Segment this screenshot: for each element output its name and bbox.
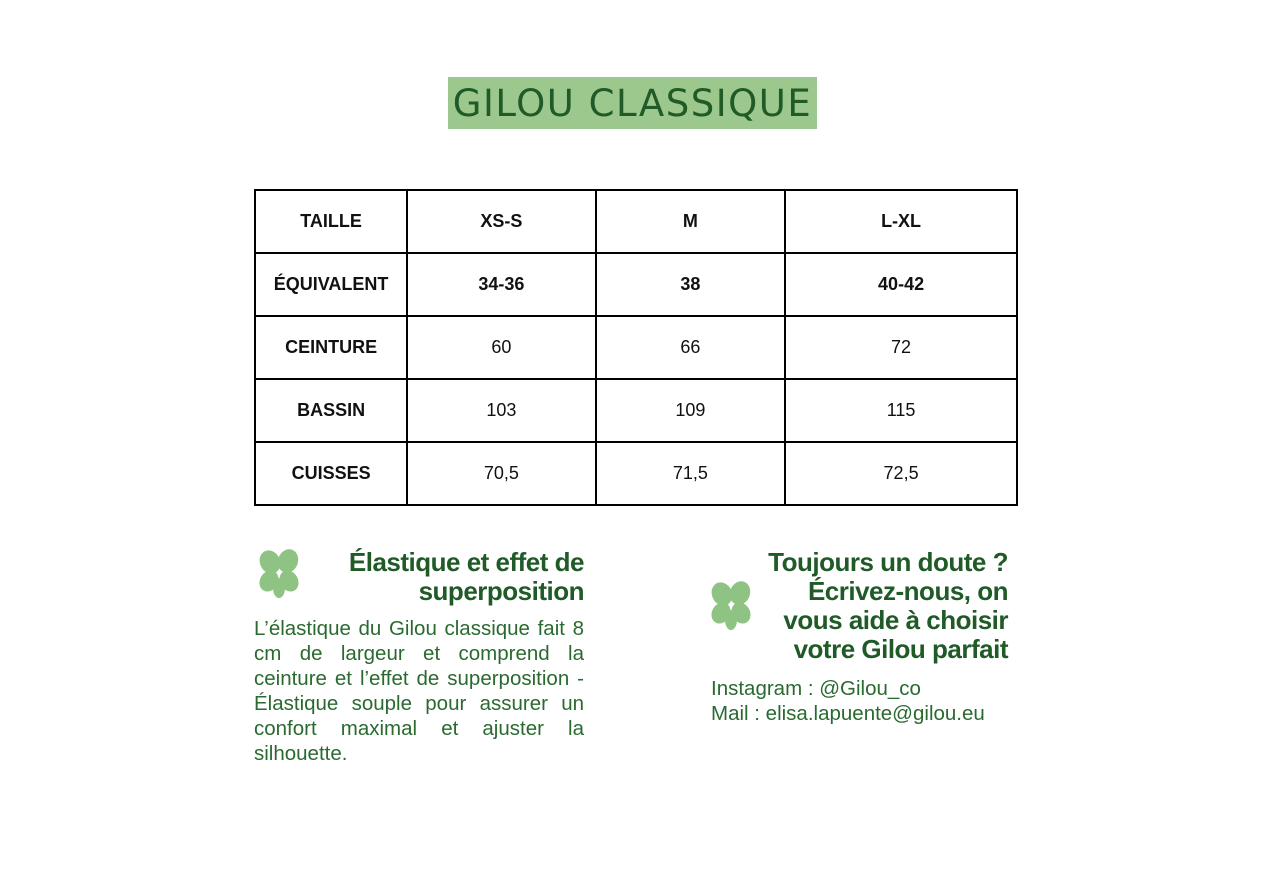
table-cell: 72 — [785, 316, 1017, 379]
table-cell: 72,5 — [785, 442, 1017, 505]
heading-line: Élastique et effet de — [348, 547, 584, 577]
table-cell: XS-S — [407, 190, 595, 253]
row-label: CEINTURE — [255, 316, 407, 379]
table-row — [255, 253, 1017, 316]
table-cell: M — [596, 190, 785, 253]
contact-info — [711, 676, 985, 726]
row-label: CUISSES — [255, 442, 407, 505]
row-label: ÉQUIVALENT — [255, 253, 407, 316]
size-table — [254, 189, 1018, 506]
table-cell: 115 — [785, 379, 1017, 442]
table-cell: 109 — [596, 379, 785, 442]
table-row — [255, 379, 1017, 442]
heading-line: Toujours un doute ? — [768, 547, 1008, 577]
table-cell: 71,5 — [596, 442, 785, 505]
table-row — [255, 442, 1017, 505]
heading-line: vous aide à choisir — [783, 605, 1008, 635]
table-cell: 70,5 — [407, 442, 595, 505]
heading-line: votre Gilou parfait — [793, 634, 1008, 664]
elastic-description: L’élastique du Gilou classique fait 8 cm de largeur et comprend la ceinture et l’effet de superposition - Élastique souple pour assurer un confort maximal et ajuster la silhouette. — [254, 617, 584, 765]
table-cell: 60 — [407, 316, 595, 379]
table-cell: 34-36 — [407, 253, 595, 316]
table-row — [255, 190, 1017, 253]
clover-leaf-icon — [257, 548, 303, 600]
table-cell: 40-42 — [785, 253, 1017, 316]
contact-heading — [740, 548, 1008, 664]
table-cell: 38 — [596, 253, 785, 316]
table-row — [255, 316, 1017, 379]
instagram-handle: Instagram : @Gilou_co — [711, 677, 921, 700]
mail-address: Mail : elisa.lapuente@gilou.eu — [711, 702, 985, 725]
row-label: BASSIN — [255, 379, 407, 442]
heading-line: superposition — [418, 576, 584, 606]
table-cell: 103 — [407, 379, 595, 442]
table-cell: 66 — [596, 316, 785, 379]
heading-line: Écrivez-nous, on — [807, 576, 1008, 606]
elastic-heading — [300, 548, 584, 606]
page-title: GILOU CLASSIQUE — [448, 77, 817, 129]
table-cell: L-XL — [785, 190, 1017, 253]
row-label: TAILLE — [255, 190, 407, 253]
